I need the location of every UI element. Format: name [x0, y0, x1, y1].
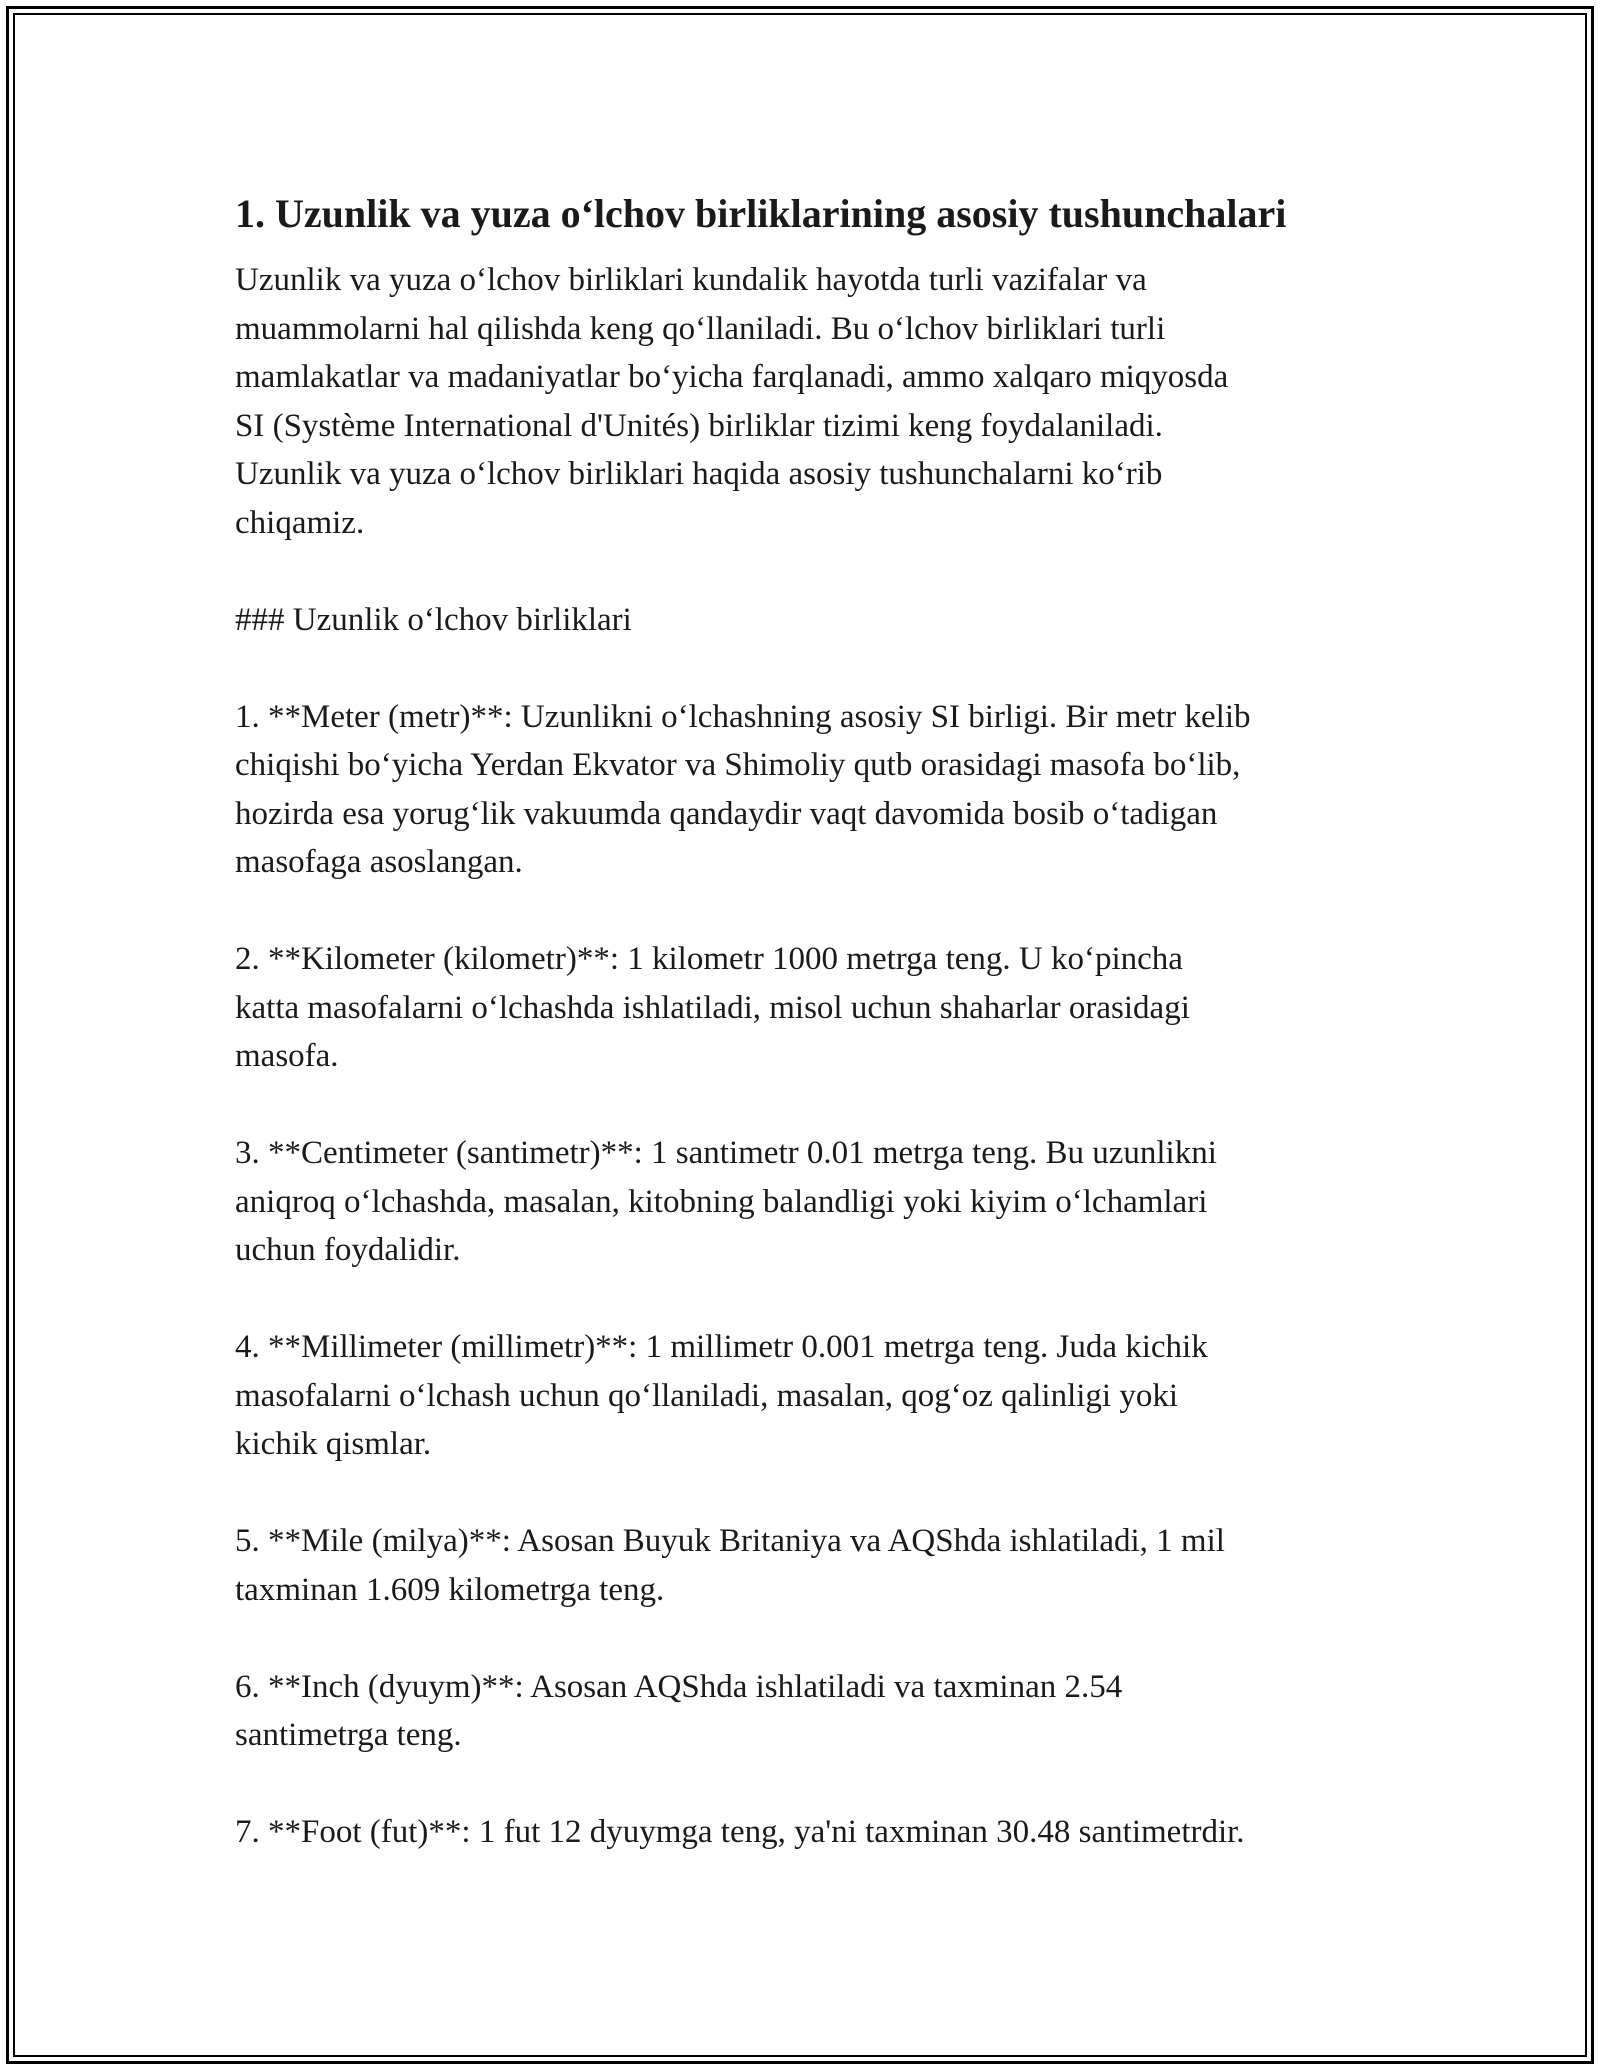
list-item-line: taxminan 1.609 kilometrga teng. [235, 1571, 665, 1608]
list-item-millimeter [235, 1323, 1395, 1469]
intro-line: chiqamiz. [235, 504, 365, 541]
list-item-line: masofalarni o‘lchash uchun qo‘llaniladi, masalan, qog‘oz qalinligi yoki [235, 1377, 1178, 1414]
list-item-line: 5. **Mile (milya)**: Asosan Buyuk Britaniya va AQShda ishlatiladi, 1 mil [235, 1523, 1225, 1559]
list-item-mile [235, 1517, 1395, 1614]
paragraph-gap [235, 1614, 1395, 1663]
list-item-line: 6. **Inch (dyuym)**: Asosan AQShda ishlatiladi va taxminan 2.54 [235, 1668, 1123, 1705]
subheading-line: ### Uzunlik o‘lchov birliklari [235, 601, 632, 638]
list-item-line: 7. **Foot (fut)**: 1 fut 12 dyuymga teng, ya'ni taxminan 30.48 santimetrdir. [235, 1814, 1245, 1850]
list-item-line: kichik qismlar. [235, 1426, 432, 1462]
document-page [235, 186, 1395, 1857]
intro-line: muammolarni hal qilishda keng qo‘llaniladi. Bu o‘lchov birliklari turli [235, 310, 1166, 347]
intro-line: Uzunlik va yuza o‘lchov birliklari kundalik hayotda turli vazifalar va [235, 262, 1147, 298]
intro-line: SI (Système International d'Unités) birliklar tizimi keng foydalaniladi. [235, 407, 1163, 444]
list-item-line: uchun foydalidir. [235, 1232, 461, 1268]
list-item-line: 2. **Kilometer (kilometr)**: 1 kilometr 1000 metrga teng. U ko‘pincha [235, 941, 1183, 977]
paragraph-gap [235, 1469, 1395, 1518]
list-item-line: hozirda esa yorug‘lik vakuumda qandaydir vaqt davomida bosib o‘tadigan [235, 795, 1218, 832]
list-item-line: chiqishi bo‘yicha Yerdan Ekvator va Shimoliy qutb orasidagi masofa bo‘lib, [235, 747, 1241, 783]
paragraph-gap [235, 547, 1395, 596]
list-item-line: 3. **Centimeter (santimetr)**: 1 santimetr 0.01 metrga teng. Bu uzunlikni [235, 1135, 1217, 1171]
paragraph-gap [235, 1275, 1395, 1324]
paragraph-gap [235, 887, 1395, 936]
paragraph-gap [235, 644, 1395, 693]
paragraph-gap [235, 1760, 1395, 1809]
list-item-line: masofaga asoslangan. [235, 844, 523, 880]
document-title: 1. Uzunlik va yuza o‘lchov birliklarining asosiy tushunchalari [235, 191, 1287, 236]
intro-line: mamlakatlar va madaniyatlar bo‘yicha farqlanadi, ammo xalqaro miqyosda [235, 359, 1229, 395]
intro-line: Uzunlik va yuza o‘lchov birliklari haqida asosiy tushunchalarni ko‘rib [235, 456, 1163, 492]
paragraph-gap [235, 1081, 1395, 1130]
list-item-meter [235, 693, 1395, 887]
list-item-line: aniqroq o‘lchashda, masalan, kitobning balandligi yoki kiyim o‘lchamlari [235, 1183, 1208, 1220]
list-item-kilometer [235, 935, 1395, 1081]
section-subheading [235, 596, 1395, 645]
intro-paragraph [235, 256, 1395, 547]
list-item-line: santimetrga teng. [235, 1717, 462, 1753]
list-item-line: masofa. [235, 1038, 339, 1074]
list-item-foot [235, 1808, 1395, 1857]
list-item-line: 1. **Meter (metr)**: Uzunlikni o‘lchashning asosiy SI birligi. Bir metr kelib [235, 698, 1251, 735]
list-item-inch [235, 1663, 1395, 1760]
list-item-line: katta masofalarni o‘lchashda ishlatiladi, misol uchun shaharlar orasidagi [235, 989, 1190, 1026]
list-item-line: 4. **Millimeter (millimetr)**: 1 millimetr 0.001 metrga teng. Juda kichik [235, 1329, 1208, 1365]
list-item-centimeter [235, 1129, 1395, 1275]
